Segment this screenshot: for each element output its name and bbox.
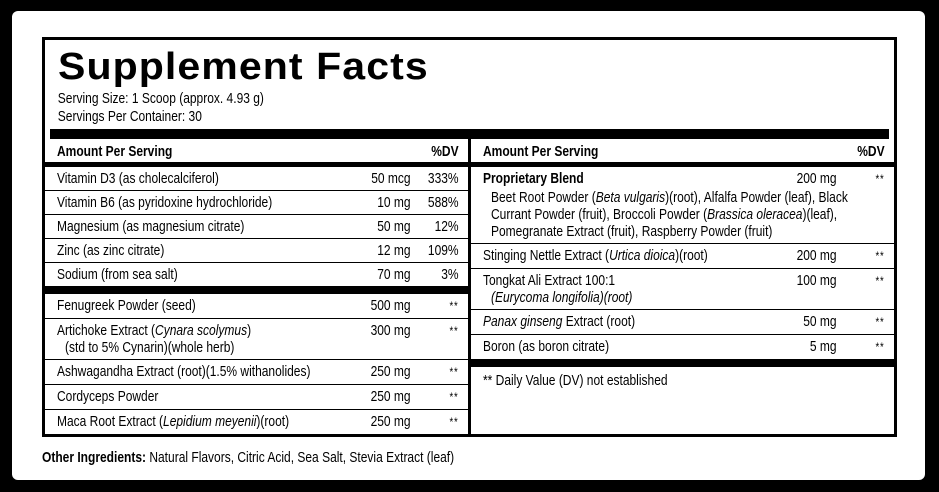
row-label-main xyxy=(483,313,769,330)
row-dv: 588% xyxy=(427,194,459,212)
row-line xyxy=(483,170,885,188)
row-dv: ** xyxy=(875,340,885,355)
row-label-main xyxy=(57,297,343,314)
row-label xyxy=(57,170,347,187)
row-amount: 50 mg xyxy=(377,218,411,236)
species-name: Brassica oleracea xyxy=(707,206,803,224)
row-label xyxy=(57,242,347,259)
label-text: Maca Root Extract ( xyxy=(57,413,164,431)
row-dv: ** xyxy=(875,249,885,264)
label-text: Magnesium (as magnesium citrate) xyxy=(57,218,245,236)
row-label-main xyxy=(483,272,769,289)
ingredient-row xyxy=(45,409,468,434)
ingredient-row xyxy=(45,190,468,214)
supplement-facts-panel xyxy=(42,37,897,437)
label-text: Vitamin B6 (as pyridoxine hydrochloride) xyxy=(57,194,273,212)
row-line xyxy=(57,363,459,381)
label-text: )(root) xyxy=(256,413,290,431)
row-label-main xyxy=(57,194,343,211)
label-text: Boron (as boron citrate) xyxy=(483,338,610,356)
species-name: Lepidium meyenii xyxy=(163,413,257,431)
row-line xyxy=(57,218,459,235)
row-dv: ** xyxy=(449,415,459,430)
row-label xyxy=(57,388,347,405)
row-dv: 109% xyxy=(427,242,459,260)
row-line xyxy=(57,413,459,431)
row-amount: 50 mcg xyxy=(371,170,411,188)
row-dv: ** xyxy=(449,365,459,380)
row-label-main xyxy=(57,363,343,380)
ingredient-row xyxy=(45,294,468,318)
row-line xyxy=(57,297,459,315)
ingredient-row xyxy=(471,268,894,309)
amount-per-serving-header: Amount Per Serving xyxy=(57,143,173,161)
row-label-main xyxy=(57,413,343,430)
label-text: Artichoke Extract ( xyxy=(57,322,156,340)
label-text: Extract (root) xyxy=(562,313,636,331)
ingredient-row xyxy=(471,309,894,334)
row-dv: ** xyxy=(875,315,885,330)
row-line xyxy=(57,194,459,211)
serving-size: Serving Size: 1 Scoop (approx. 4.93 g) xyxy=(57,90,264,108)
other-ingredients-text: Natural Flavors, Citric Acid, Sea Salt, Stevia Extract (leaf) xyxy=(146,449,455,466)
blend-description xyxy=(483,188,885,240)
row-label-main xyxy=(483,338,769,355)
dv-header: %DV xyxy=(431,143,459,161)
ingredient-row xyxy=(45,262,468,286)
row-amount: 250 mg xyxy=(370,413,411,431)
row-line xyxy=(57,322,459,356)
species-name: Panax ginseng xyxy=(483,313,563,331)
dv-footnote: ** Daily Value (DV) not established xyxy=(483,372,668,390)
amount-per-serving-header: Amount Per Serving xyxy=(483,143,599,161)
row-label xyxy=(57,363,347,380)
row-amount: 300 mg xyxy=(370,322,411,340)
label-text: Fenugreek Powder (seed) xyxy=(57,297,196,315)
servings-per-container: Servings Per Container: 30 xyxy=(57,107,202,125)
row-amount: 5 mg xyxy=(809,338,837,356)
dv-header: %DV xyxy=(857,143,885,161)
row-amount: 12 mg xyxy=(377,242,411,260)
row-label xyxy=(483,170,773,187)
label-text: Cordyceps Powder xyxy=(57,388,159,406)
label-text: (std to 5% Cynarin)(whole herb) xyxy=(65,339,235,357)
row-label-main xyxy=(57,266,343,283)
species-name: Cynara scolymus xyxy=(155,322,248,340)
label-text: Vitamin D3 (as cholecalciferol) xyxy=(57,170,219,188)
row-label xyxy=(57,194,347,211)
row-line xyxy=(483,247,885,265)
row-line xyxy=(483,272,885,306)
ingredient-row xyxy=(45,214,468,238)
footnote-divider-bar xyxy=(471,359,894,367)
row-label xyxy=(483,313,773,330)
row-dv: ** xyxy=(875,172,885,187)
row-dv: 12% xyxy=(434,218,459,236)
column-header-left xyxy=(45,139,468,162)
label-card xyxy=(12,11,925,480)
ingredient-row xyxy=(45,238,468,262)
row-label-main xyxy=(57,218,343,235)
row-amount: 250 mg xyxy=(370,363,411,381)
row-dv: ** xyxy=(449,324,459,339)
row-label xyxy=(57,322,347,356)
label-text: Tongkat Ali Extract 100:1 xyxy=(483,272,616,290)
column-header-right xyxy=(471,139,894,162)
label-text: Ashwagandha Extract (root)(1.5% withanolides) xyxy=(57,363,311,381)
header-separator-bar xyxy=(50,129,889,139)
row-dv: 333% xyxy=(427,170,459,188)
row-line xyxy=(483,338,885,356)
row-amount: 50 mg xyxy=(803,313,837,331)
label-text: Zinc (as zinc citrate) xyxy=(57,242,165,260)
serving-info xyxy=(45,90,894,125)
row-amount: 500 mg xyxy=(370,297,411,315)
row-label xyxy=(483,338,773,355)
row-label-subline xyxy=(483,289,769,306)
section-divider-bar xyxy=(45,286,468,294)
species-name: (Eurycoma longifolia)(root) xyxy=(491,289,633,307)
label-text: Proprietary Blend xyxy=(483,170,584,188)
row-amount: 200 mg xyxy=(796,170,837,188)
row-dv: 3% xyxy=(441,266,459,284)
species-name: Urtica dioica xyxy=(609,247,676,265)
row-label xyxy=(57,266,347,283)
label-text: )(leaf), Pomegranate Extract (fruit), Raspberry Powder (fruit) xyxy=(491,206,838,241)
row-line xyxy=(57,266,459,283)
other-ingredients-label: Other Ingredients: xyxy=(42,449,147,466)
ingredient-row xyxy=(45,167,468,190)
row-label xyxy=(57,297,347,314)
facts-columns xyxy=(45,139,894,434)
row-amount: 10 mg xyxy=(377,194,411,212)
row-amount: 100 mg xyxy=(796,272,837,290)
row-line xyxy=(483,313,885,331)
row-label-main xyxy=(57,242,343,259)
ingredient-row xyxy=(471,334,894,359)
ingredient-row xyxy=(45,384,468,409)
row-label xyxy=(483,272,773,306)
other-ingredients xyxy=(42,449,897,467)
facts-column-left xyxy=(45,139,468,434)
label-text: )(root), Alfalfa Powder (leaf), Black Currant Powder (fruit), Broccoli Powder ( xyxy=(491,189,848,224)
row-line xyxy=(57,388,459,406)
ingredient-row xyxy=(45,318,468,359)
label-text: )(root) xyxy=(675,247,708,265)
ingredient-row xyxy=(45,359,468,384)
label-text: Stinging Nettle Extract ( xyxy=(483,247,610,265)
label-text: ) xyxy=(247,322,252,340)
panel-title: Supplement Facts xyxy=(58,46,429,88)
row-label-subline xyxy=(57,339,343,356)
facts-column-right xyxy=(471,139,894,434)
label-text: Sodium (from sea salt) xyxy=(57,266,178,284)
species-name: Beta vulgaris xyxy=(595,189,666,207)
row-dv: ** xyxy=(875,274,885,289)
row-label xyxy=(57,413,347,430)
row-label-main xyxy=(483,247,769,264)
row-label xyxy=(483,247,773,264)
row-label-main xyxy=(57,170,343,187)
row-amount: 250 mg xyxy=(370,388,411,406)
row-label-main xyxy=(57,388,343,405)
label-text: Beet Root Powder ( xyxy=(491,189,596,207)
ingredient-row xyxy=(471,167,894,243)
row-amount: 70 mg xyxy=(377,266,411,284)
row-line xyxy=(57,242,459,259)
row-amount: 200 mg xyxy=(796,247,837,265)
row-line xyxy=(57,170,459,187)
row-label-main xyxy=(483,170,769,187)
row-label-main xyxy=(57,322,343,339)
row-dv: ** xyxy=(449,299,459,314)
row-dv: ** xyxy=(449,390,459,405)
ingredient-row xyxy=(471,243,894,268)
row-label xyxy=(57,218,347,235)
